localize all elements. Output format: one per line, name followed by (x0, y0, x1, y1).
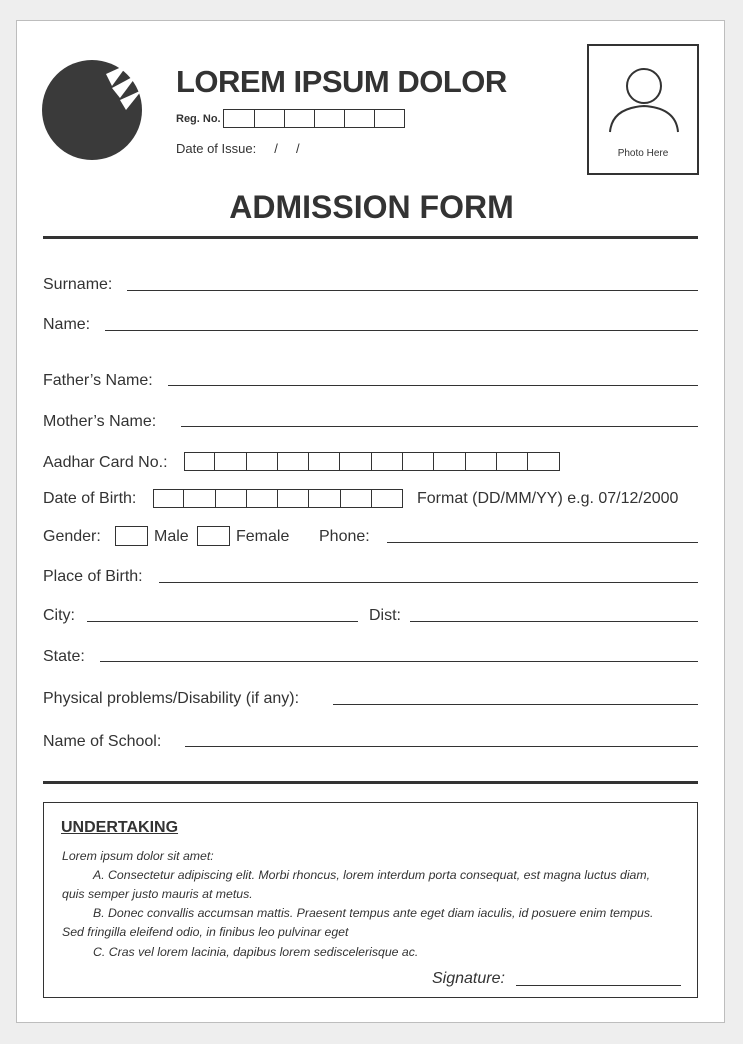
date-of-issue: Date of Issue: / / (176, 141, 300, 156)
phone-field[interactable] (387, 542, 698, 543)
person-icon (608, 66, 680, 136)
male-label: Male (154, 528, 189, 545)
aadhar-label: Aadhar Card No.: (43, 454, 168, 471)
signature-label: Signature: (432, 970, 505, 987)
aadhar-boxes[interactable] (184, 452, 560, 471)
dob-label: Date of Birth: (43, 490, 137, 507)
place-of-birth-field[interactable] (159, 582, 698, 583)
father-name-label: Father’s Name: (43, 372, 153, 389)
female-checkbox[interactable] (197, 526, 230, 546)
undertaking-clause-a-line1: A. Consectetur adipiscing elit. Morbi rhoncus, lorem interdum porta consequat, est magna luctus diam, (93, 868, 651, 882)
disability-field[interactable] (333, 704, 698, 705)
undertaking-clause-b-line2: Sed fringilla eleifend odio, in finibus leo pulvinar eget (62, 925, 349, 939)
dist-label: Dist: (369, 607, 401, 624)
place-of-birth-label: Place of Birth: (43, 568, 143, 585)
disability-label: Physical problems/Disability (if any): (43, 690, 300, 707)
signature-field[interactable] (516, 985, 681, 986)
gender-label: Gender: (43, 528, 101, 545)
mother-name-field[interactable] (181, 426, 698, 427)
reg-no-label: Reg. No. (176, 113, 221, 125)
surname-label: Surname: (43, 276, 113, 293)
undertaking-clause-b-line1: B. Donec convallis accumsan mattis. Praesent tempus ante eget diam iaculis, id posuere enim tempus. (93, 906, 654, 920)
name-field[interactable] (105, 330, 698, 331)
school-field[interactable] (185, 746, 698, 747)
dob-format-hint: Format (DD/MM/YY) e.g. 07/12/2000 (417, 490, 679, 507)
surname-field[interactable] (127, 290, 698, 291)
top-divider (43, 236, 698, 239)
phone-label: Phone: (319, 528, 370, 545)
female-label: Female (236, 528, 290, 545)
undertaking-clause-a-line2: quis semper justo mauris at metus. (62, 887, 253, 901)
state-field[interactable] (100, 661, 698, 662)
bottom-divider (43, 781, 698, 784)
dob-boxes[interactable] (153, 489, 403, 508)
father-name-field[interactable] (168, 385, 698, 386)
logo-icon (42, 60, 144, 162)
undertaking-intro: Lorem ipsum dolor sit amet: (62, 849, 214, 863)
photo-box[interactable] (587, 44, 699, 175)
undertaking-title: UNDERTAKING (61, 819, 179, 836)
city-label: City: (43, 607, 75, 624)
state-label: State: (43, 648, 85, 665)
school-label: Name of School: (43, 733, 162, 750)
male-checkbox[interactable] (115, 526, 148, 546)
organization-name: LOREM IPSUM DOLOR (176, 64, 507, 99)
dist-field[interactable] (410, 621, 698, 622)
mother-name-label: Mother’s Name: (43, 413, 157, 430)
undertaking-clause-c: C. Cras vel lorem lacinia, dapibus lorem sediscelerisque ac. (93, 945, 419, 959)
reg-no-boxes[interactable] (223, 109, 405, 128)
form-title: ADMISSION FORM (229, 189, 514, 225)
photo-label: Photo Here (617, 148, 669, 159)
city-field[interactable] (87, 621, 358, 622)
name-label: Name: (43, 316, 91, 333)
